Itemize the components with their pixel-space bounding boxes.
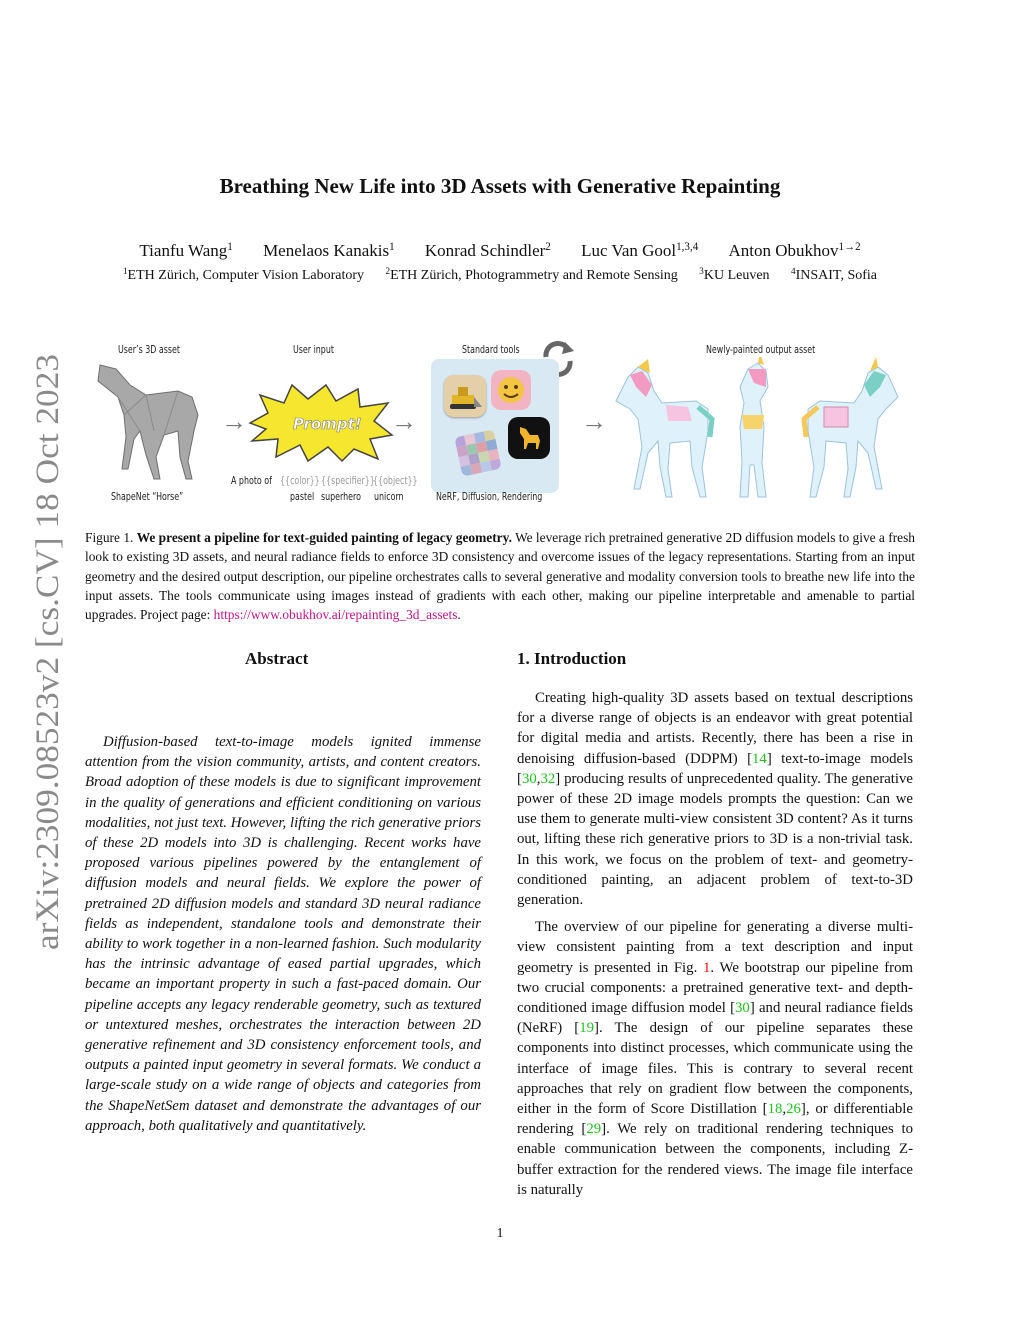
intro-paragraph-2: The overview of our pipeline for generating a diverse multi-view consistent painting from a text description and input geometry is presented in Fig. 1. We bootstrap our pipeline from two crucial components: a pretrained generative text- and depth-conditioned image diffusion model [30] and neural radiance fields (NeRF) [19]. The design of our pipeline separates these components into distinct processes, which communicate using the interface of image files. This is contrary to several recent approaches that rely on gradient flow between the components, either in the form of Score Distillation [18,26], or differentiable rendering [29]. We rely on traditional rendering techniques to enable communication between the components, including Z-buffer extraction for the rendered views. The image file interface is naturally [517, 919, 914, 1198]
author: Anton Obukhov$^{1\to 2}$ [728, 240, 861, 260]
project-page-link[interactable]: https://www.obukhov.ai/repainting_3d_assets [213, 607, 458, 623]
label-standard-tools: Standard tools [462, 343, 520, 356]
citation-link[interactable]: 29 [586, 1121, 602, 1138]
arxiv-stamp [27, 352, 67, 950]
prompt-text: Prompt! [293, 415, 362, 433]
citation-link[interactable]: 30 [735, 1000, 750, 1017]
label-user-input: User input [293, 343, 334, 356]
citation-link[interactable]: 30 [521, 770, 537, 787]
rendering-tool-icon [508, 417, 550, 459]
mosaic-tool-icon [454, 429, 501, 476]
slot-color: {{color}} [280, 474, 320, 487]
value-pastel: pastel [290, 490, 315, 503]
figure-pipeline [88, 335, 918, 510]
citation-link[interactable]: 18 [767, 1101, 783, 1118]
citation-link[interactable]: 26 [786, 1101, 801, 1118]
label-output-asset: Newly-painted output asset [706, 343, 816, 356]
intro-paragraph-1: Creating high-quality 3D assets based on textual descriptions for a diverse range of objects is an endeavor with great potential for digital media and artists. Recently, there has been a rise in denoising diffusion-based (DDPM) [14] text-to-image models [30,32] producing results of unprecedented quality. The generative power of these 2D image models prompts the question: Can we use them to generate multi-view consistent 3D content? As it turns out, lifting these rich generative priors to 3D is a non-trivial task. In this work, we focus on the problem of text- and geometry-conditioned painting, an adjacent problem of text-to-3D generation. [517, 690, 913, 909]
label-users-3d-asset: User’s 3D asset [118, 343, 180, 356]
nerf-tool-icon [444, 375, 486, 417]
affiliation: $^3$KU Leuven [699, 266, 770, 283]
citation-link[interactable]: 19 [579, 1020, 595, 1037]
page-number: 1 [496, 1226, 504, 1241]
value-superhero: superhero [321, 490, 361, 503]
citation-link[interactable]: 32 [540, 770, 556, 787]
mosaic-icon [454, 429, 501, 476]
value-unicorn: unicorn [374, 490, 404, 503]
slot-specifier: {{specifier}} [321, 474, 375, 487]
output-unicorns [608, 357, 908, 507]
author-list [0, 241, 1000, 261]
prompt-burst-icon [246, 383, 394, 463]
introduction-body [517, 688, 913, 1207]
unicorn-view-front [740, 357, 768, 497]
diffusion-tool-icon [491, 370, 531, 410]
figure-ref-link[interactable]: 1 [703, 959, 711, 976]
input-horse-mesh [94, 361, 206, 487]
arrow-right-icon: → [391, 407, 417, 436]
caption-bold: We present a pipeline for text-guided painting of legacy geometry. [136, 530, 512, 545]
arrow-right-icon: → [221, 407, 247, 436]
abstract-body [85, 732, 481, 1136]
unicorn-view-side [616, 359, 712, 497]
unicorn-view-back [804, 357, 898, 497]
label-shapenet-horse: ShapeNet “Horse” [111, 490, 184, 503]
author: Luc Van Gool$^{1,3,4}$ [581, 240, 699, 260]
arxiv-stamp-svg [27, 352, 67, 950]
label-nerf-diffusion-rendering: NeRF, Diffusion, Rendering [436, 490, 543, 503]
bulldozer-icon [444, 375, 486, 417]
abstract-text: Diffusion-based text-to-image models ignited immense attention from the vision community, artists, and content creators. Broad adoption of these models is due to significant improvement in the quality of generations and efficient conditioning on various modalities, not just text. However, lifting the rich generative priors of these 2D models into 3D is challenging. Recent works have proposed various pipelines powered by the entanglement of diffusion models and neural fields. We explore the power of pretrained 2D diffusion models and standard 3D neural radiance fields as independent, standalone tools and demonstrate their ability to work together in a non-learned fashion. Such modularity has the intrinsic advantage of eased partial upgrades, which became an important property in such a fast-paced domain. Our pipeline accepts any legacy renderable geometry, such as textured or untextured meshes, orchestrates the interaction between 2D generative refinement and 3D consistency enforcement tools, and outputs a painted input geometry in several formats. We conduct a large-scale study on a wide range of objects and categories from the ShapeNetSem dataset and demonstrate the advantages of our approach, both qualitatively and quantitatively. [85, 734, 481, 1134]
arxiv-id-text: arXiv:2309.08523v2 [cs.CV] 18 Oct 2023 [30, 392, 66, 950]
introduction-heading: 1. Introduction [517, 649, 627, 668]
affiliation: $^2$ETH Zürich, Photogrammetry and Remote Sensing [385, 266, 678, 283]
smiley-icon [491, 370, 531, 410]
affiliation-list [0, 268, 1000, 284]
affiliation: $^4$INSAIT, Sofia [791, 266, 877, 283]
citation-link[interactable]: 14 [752, 750, 767, 767]
label-a-photo-of: A photo of [231, 474, 272, 487]
paper-title: Breathing New Life into 3D Assets with Generative Repainting [219, 174, 781, 198]
author: Konrad Schindler$^2$ [424, 240, 551, 260]
caption-label: Figure 1. [85, 530, 134, 545]
author: Menelaos Kanakis$^1$ [263, 240, 395, 260]
horse-glyph-icon [508, 417, 550, 459]
slot-object: {{object}} [373, 474, 418, 487]
caption-text: We leverage rich pretrained generative 2D diffusion models to give a fresh look to existing 3D assets, and neural radiance fields to enforce 3D consistency and overcome issues of the legacy representations. Starting from an input geometry and the desired output description, our pipeline orchestrates calls to several generative and modality conversion tools to breathe new life into the input assets. The tools communicate using images instead of gradients with each other, making our pipeline interpretable and amenable to partial upgrades. Project page: [85, 530, 915, 623]
figure-caption: Figure 1. We present a pipeline for text-guided painting of legacy geometry. We leverage rich pretrained generative 2D diffusion models to give a fresh look to existing 3D assets, and neural radiance fields to enforce 3D consistency and overcome issues of the legacy representations. Starting from an input geometry and the desired output description, our pipeline orchestrates calls to several generative and modality conversion tools to breathe new life into the input assets. The tools communicate using images instead of gradients with each other, making our pipeline interpretable and amenable to partial upgrades. Project page: https://www.obukhov.ai/repainting_3d_assets. [85, 530, 915, 623]
author: Tianfu Wang$^1$ [139, 240, 233, 260]
arrow-right-icon: → [581, 407, 607, 436]
abstract-heading: Abstract [245, 649, 309, 668]
affiliation: $^1$ETH Zürich, Computer Vision Laboratory [123, 266, 365, 283]
